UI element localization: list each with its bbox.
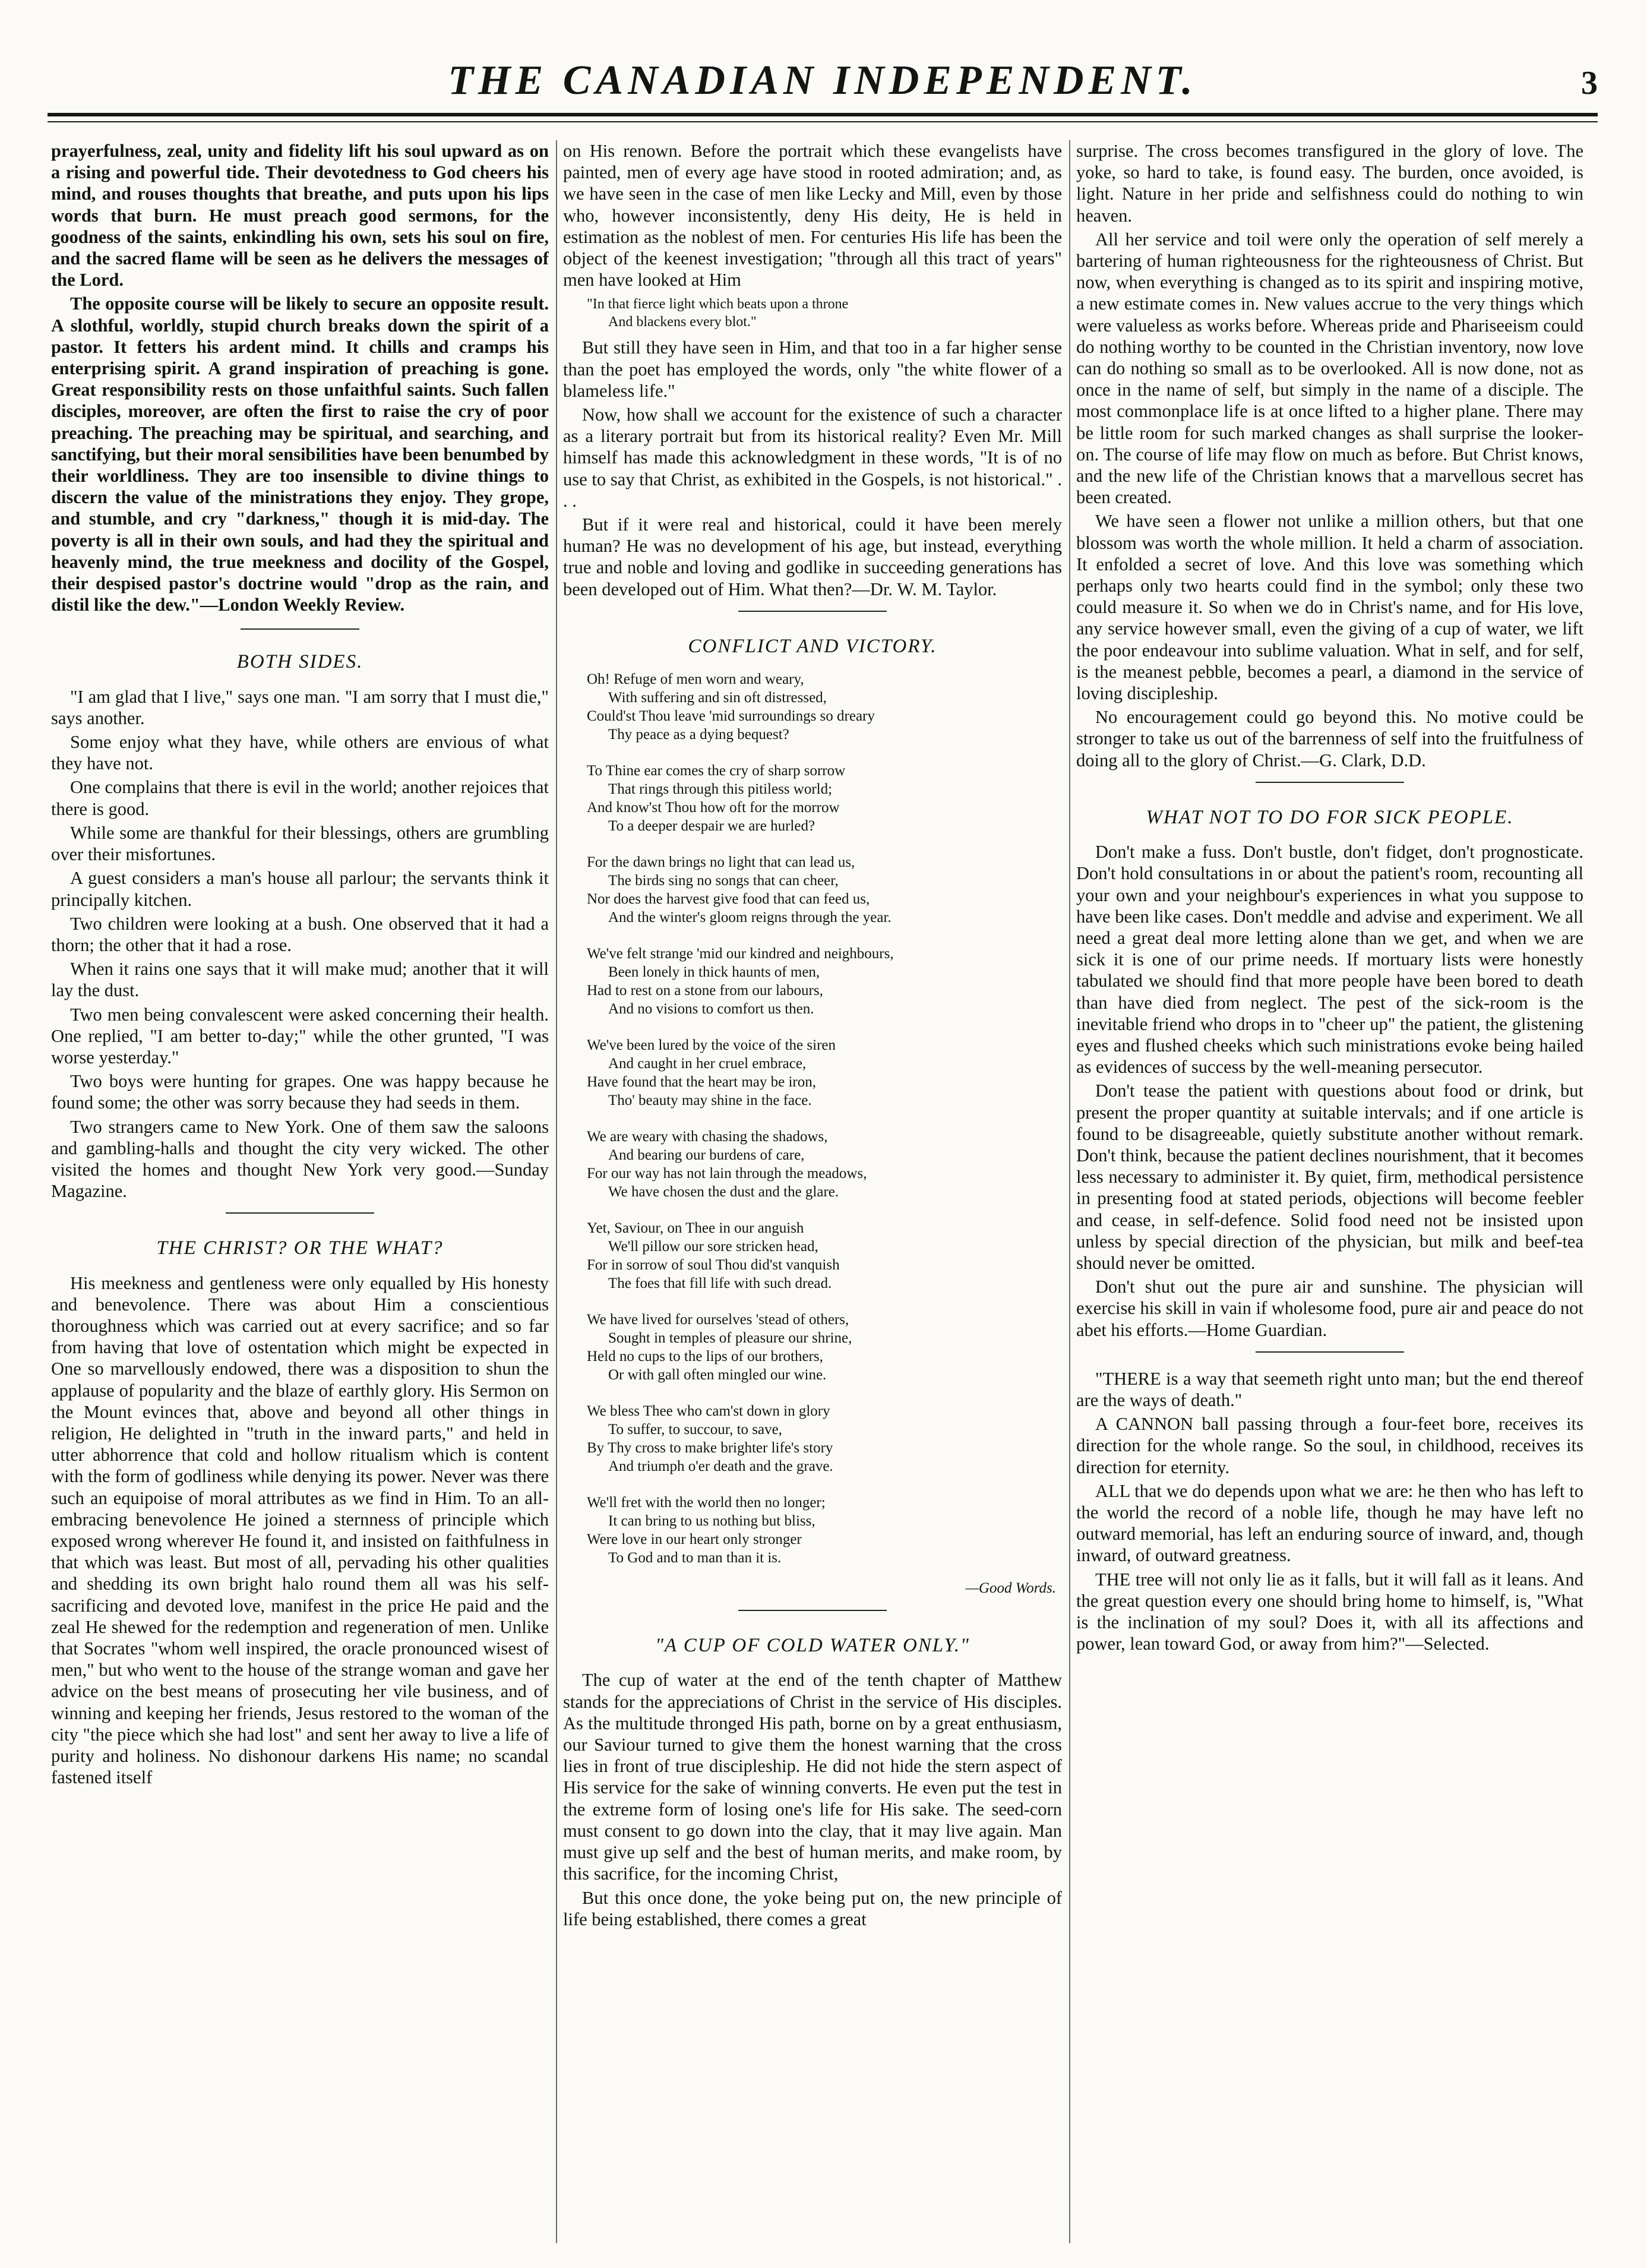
paragraph: Don't make a fuss. Don't bustle, don't fidget, don't prognosticate. Don't hold consultations in or about the patient's room, recounting all your own and your neighbour's experiences in what you suppose to have been like cases. Don't meddle and advise and experiment. We all need a great deal more letting alone than we get, and when we are sick it is one of our prime needs. If mortuary lists were honestly tabulated we should find that more people have been bored to death than have died from neglect. The pest of the sick-room is the inevitable friend who drops in to "cheer up" the patient, the glistening eyes and flushed cheeks which such ministrations evoke being hailed as evidences of success by the well-meaning persecutor. [1076,842,1583,1078]
poem-line: Had to rest on a stone from our labours, [587,983,823,999]
poem-line: Sought in temples of pleasure our shrine, [608,1330,852,1347]
section-rule [1256,1351,1404,1353]
paragraph: But this once done, the yoke being put on, the new principle of life being established, there comes a great [563,1887,1062,1929]
paragraph: Now, how shall we account for the existence of such a character as a literary portrait but from its historical reality? Even Mr. Mill himself has made this acknowledgment in these words, "It is of no use to say that Christ, as exhibited in the Gospels, is not historical." . . . [563,405,1062,511]
poem-line: We've felt strange 'mid our kindred and neighbours, [587,946,894,962]
paragraph: Some enjoy what they have, while others are envious of what they have not. [51,732,549,774]
paragraph: Two strangers came to New York. One of them saw the saloons and gambling-halls and thought the city very wicked. The other visited the homes and thought New York very good.—Sunday Magazine. [51,1116,549,1202]
poem-line: By Thy cross to make brighter life's story [587,1440,833,1457]
stanza [587,762,1062,835]
paragraph: We have seen a flower not unlike a million others, but that one blossom was worth the whole million. It held a charm of association. It enfolded a secret of love. And this love was something which perhaps only two hearts could find in the symbol; only these two could measure it. So when we do in Christ's name, and for His love, any service however small, even the giving of a cup of water, we lift the poor endeavour into sublime valuation. What in self, and for self, is the meanest pebble, becomes a pearl, a diamond in the service of loving discipleship. [1076,511,1583,704]
poem-line: And bearing our burdens of care, [608,1147,805,1164]
paragraph: surprise. The cross becomes transfigured in the glory of love. The yoke, so hard to take, is found easy. The burden, once avoided, is light. Nature in her pride and selfishness could do nothing to win heaven. [1076,141,1583,226]
poem-line: We have lived for ourselves 'stead of others, [587,1312,849,1328]
poem-line: We have chosen the dust and the glare. [608,1184,839,1201]
stanza [587,853,1062,927]
poem-line: Been lonely in thick haunts of men, [608,964,820,981]
paragraph: Don't shut out the pure air and sunshine. The physician will exercise his skill in vain if wholesome food, pure air and peace do not abet his efforts.—Home Guardian. [1076,1277,1583,1340]
quote-line: "In that fierce light which beats upon a throne [587,296,849,312]
verse-quote [587,295,1062,331]
stanza [587,1219,1062,1293]
column-divider-1 [556,140,557,2243]
poem-line: Nor does the harvest give food that can feed us, [587,891,870,908]
article-title-cup-of-cold-water: "A CUP OF COLD WATER ONLY." [655,1635,970,1657]
poem-line: To suffer, to succour, to save, [608,1422,782,1438]
stanza [587,670,1062,744]
header-rule-thin [48,121,1598,122]
paragraph: But if it were real and historical, could it have been merely human? He was no development of his age, but instead, everything true and noble and loving and godlike in succeeding generations has been developed out of Him. What then?—Dr. W. M. Taylor. [563,514,1062,599]
paragraph: Two men being convalescent were asked concerning their health. One replied, "I am better to-day;" while the other grunted, "I was worse yesterday." [51,1004,549,1067]
poem-line: And no visions to comfort us then. [608,1001,814,1018]
quote-line: And blackens every blot." [608,314,757,330]
poem-line: Yet, Saviour, on Thee in our anguish [587,1220,804,1237]
column-1 [51,140,549,2243]
paragraph: All her service and toil were only the operation of self merely a bartering of human righteousness for the righteousness of Christ. But now, when everything is changed as to its spirit and inspiring motive, a new estimate comes in. New values accrue to the very things which were valueless as works before. Whereas pride and Phariseeism could do nothing worthy to be counted in the Christian inventory, now love can do nothing so small as to be overlooked. All is now done, not as once in the name of self, but simply in the name of a disciple. The most commonplace life is at once lifted to a higher plane. There may be little room for such marked changes as shall surprise the looker-on. The course of life may flow on much as before. But Christ knows, and the new life of the Christian knows that a marvellous secret has been created. [1076,229,1583,508]
poem-line: Oh! Refuge of men worn and weary, [587,671,804,688]
stanza [587,1402,1062,1476]
poem-line: With suffering and sin oft distressed, [608,690,827,706]
poem-line: Have found that the heart may be iron, [587,1074,816,1091]
poem-line: We've been lured by the voice of the siren [587,1037,836,1054]
paragraph: THE tree will not only lie as it falls, but it will fall as it leans. And the great question every one should bring home to himself, is, "What is the inclination of my soul? Does it, with all its affections and power, lean toward God, or away from him?"—Selected. [1076,1569,1583,1654]
poem-line: For in sorrow of soul Thou did'st vanquish [587,1257,840,1274]
poem-line: We bless Thee who cam'st down in glory [587,1403,830,1420]
poem-line: And triumph o'er death and the grave. [608,1458,833,1475]
paragraph: While some are thankful for their blessings, others are grumbling over their misfortunes. [51,822,549,865]
stanza [587,1127,1062,1201]
stanza [587,1310,1062,1384]
column-2 [563,140,1062,2243]
poem-line: Or with gall often mingled our wine. [608,1367,827,1383]
paragraph: When it rains one says that it will make mud; another that it will lay the dust. [51,959,549,1001]
paragraph: His meekness and gentleness were only equalled by His honesty and benevolence. There was about Him a conscientious thoroughness which was carried out at every sacrifice; and so far from having that love of ostentation which might be expected in One so marvellously endowed, there was a disposition to shun the applause of popularity and the blaze of earthly glory. His Sermon on the Mount evinces that, above and beyond all other things in religion, He delighted in "truth in the inward parts," and held in utter abhorrence that cold and hollow ritualism which is content with the form of godliness while denying its power. Never was there such an equipoise of moral attributes as we find in Him. To an all-embracing benevolence He joined a sternness of principle which exposed wrong wherever He found it, and insisted on faithfulness in that which was least. But most of all, pervading his other qualities and shedding its own bright halo round them all was his self-sacrificing and devoted love, manifest in the price He paid and the zeal He shewed for the redemption and regeneration of men. Unlike that Socrates "whom well inspired, the oracle pronounced wisest of men," but who went to the house of the strange woman and gave her advice on the best means of prosecuting her vile business, and of winning and keeping her friends, Jesus restored to the woman of the city "the piece which she had lost" and sent her away to live a life of purity and holiness. No dishonour darkens His name; no scandal fastened itself [51,1272,549,1788]
page-number: 3 [1581,65,1598,102]
paragraph: A CANNON ball passing through a four-feet bore, receives its direction for the whole range. So the soul, in childhood, receives its direction for eternity. [1076,1414,1583,1477]
poem-line: For our way has not lain through the meadows, [587,1165,867,1182]
newspaper-title: THE CANADIAN INDEPENDENT. [448,58,1197,103]
paragraph: ALL that we do depends upon what we are: he then who has left to the world the record of a noble life, though he may have left no outward memorial, has left an enduring source of inward, and, though inward, of outward greatness. [1076,1480,1583,1566]
poem-line: The foes that fill life with such dread. [608,1275,832,1292]
stanza [587,1493,1062,1567]
section-rule [226,1212,374,1214]
poem-line: We are weary with chasing the shadows, [587,1129,828,1145]
poem-line: Could'st Thou leave 'mid surroundings so dreary [587,708,875,725]
section-rule [1256,782,1404,783]
poem-line: The birds sing no songs that can cheer, [608,873,839,889]
paragraph: The opposite course will be likely to secure an opposite result. A slothful, worldly, stupid church breaks down the spirit of a pastor. It fetters his ardent mind. It chills and cramps his enterprising spirit. A grand inspiration of preaching is gone. Great responsibility rests on those unfaithful saints. Such fallen disciples, moreover, are often the first to raise the cry of poor preaching. The preaching may be spiritual, and searching, and sanctifying, but their moral sensibilities have been benumbed by their worldliness. They are too insensible to divine things to discern the value of the ministrations they enjoy. They grope, and stumble, and cry "darkness," though it is mid-day. The poverty is all in their own souls, and had they the spiritual and heavenly mind, the true meekness and docility of the Gospel, their despised pastor's doctrine would "drop as the rain, and distil like the dew."—London Weekly Review. [51,293,549,615]
section-rule [738,1610,887,1611]
poem-line: We'll fret with the world then no longer; [587,1495,826,1511]
poem-line: And caught in her cruel embrace, [608,1056,807,1072]
column-divider-2 [1069,140,1070,2243]
section-rule [738,611,887,612]
poem [587,670,1062,1567]
column-3 [1076,140,1583,2243]
poem-credit: —Good Words. [965,1580,1056,1597]
poem-line: And know'st Thou how oft for the morrow [587,800,840,816]
article-title-sick-people: WHAT NOT TO DO FOR SICK PEOPLE. [1146,806,1514,828]
paragraph: Don't tease the patient with questions about food or drink, but present the proper quantity at suitable intervals; and if one article is found to be disagreeable, quietly substitute another without remark. Don't think, because the patient declines nourishment, that it becomes less necessary to administer it. By quiet, firm, methodical persistence in presenting food at stated periods, objections will become feebler and cease, in self-defence. Solid food need not be insisted upon unless by special direction of the physician, but milk and beef-tea should never be omitted. [1076,1081,1583,1273]
paragraph: But still they have seen in Him, and that too in a far higher sense than the poet has employed the words, only "the white flower of a blameless life." [563,337,1062,401]
paragraph: Two children were looking at a bush. One observed that it had a thorn; the other that it had a rose. [51,913,549,955]
article-title-the-christ: THE CHRIST? OR THE WHAT? [156,1237,444,1259]
paragraph: No encouragement could go beyond this. No motive could be stronger to take us out of the barrenness of self into the fruitfulness of doing all to the glory of Christ.—G. Clark, D.D. [1076,707,1583,770]
paragraph: on His renown. Before the portrait which these evangelists have painted, men of every age have stood in rooted admiration; and, as we have seen in the case of men like Lecky and Mill, even by those who, however inconsistently, deny His deity, He is held in estimation as the noblest of men. For centuries His life has been the object of the keenest investigation; "through all this tract of years" men have looked at Him [563,141,1062,290]
poem-line: Tho' beauty may shine in the face. [608,1092,812,1109]
poem-line: Were love in our heart only stronger [587,1531,802,1548]
poem-line: Thy peace as a dying bequest? [608,726,789,743]
stanza [587,945,1062,1018]
poem-line: To a deeper despair we are hurled? [608,818,815,835]
poem-line: We'll pillow our sore stricken head, [608,1239,818,1255]
paragraph: One complains that there is evil in the world; another rejoices that there is good. [51,777,549,819]
paragraph: prayerfulness, zeal, unity and fidelity lift his soul upward as on a rising and powerful tide. Their devotedness to God cheers his mind, and rouses thoughts that breathe, and puts upon his lips words that burn. He must preach good sermons, for the goodness of the saints, enkindling his own, sets his soul on fire, and the sacred flame will be seen as he delivers the messages of the Lord. [51,141,549,290]
poem-line: To Thine ear comes the cry of sharp sorrow [587,763,846,779]
poem-line: For the dawn brings no light that can lead us, [587,854,855,871]
poem-line: It can bring to us nothing but bliss, [608,1513,815,1530]
poem-line: To God and to man than it is. [608,1550,782,1566]
paragraph: The cup of water at the end of the tenth chapter of Matthew stands for the appreciations of Christ in the service of His disciples. As the multitude thronged His path, borne on by a great enthusiasm, our Saviour turned to give them the honest warning that the cross lies in front of true discipleship. He did not hide the stern aspect of His service for the sake of winning converts. He even put the test in the extreme form of losing one's life for His sake. The seed-corn must consent to go down into the clay, that it may live again. Man must give up self and the best of human merits, and make room, by this sacrifice, for the incoming Christ, [563,1670,1062,1884]
section-rule [241,628,359,630]
stanza [587,1036,1062,1110]
poem-line: Held no cups to the lips of our brothers, [587,1348,823,1365]
paragraph: "THERE is a way that seemeth right unto man; but the end thereof are the ways of death." [1076,1368,1583,1410]
poem-line: That rings through this pitiless world; [608,781,833,798]
poem-line: And the winter's gloom reigns through the year. [608,909,892,926]
article-title-both-sides: BOTH SIDES. [236,651,363,673]
header-rule-thick [48,113,1598,116]
paragraph: A guest considers a man's house all parlour; the servants think it principally kitchen. [51,868,549,910]
poem-title-conflict-and-victory: CONFLICT AND VICTORY. [688,635,937,657]
paragraph: Two boys were hunting for grapes. One was happy because he found some; the other was sorry because they had seeds in them. [51,1071,549,1113]
paragraph: "I am glad that I live," says one man. "I am sorry that I must die," says another. [51,686,549,728]
